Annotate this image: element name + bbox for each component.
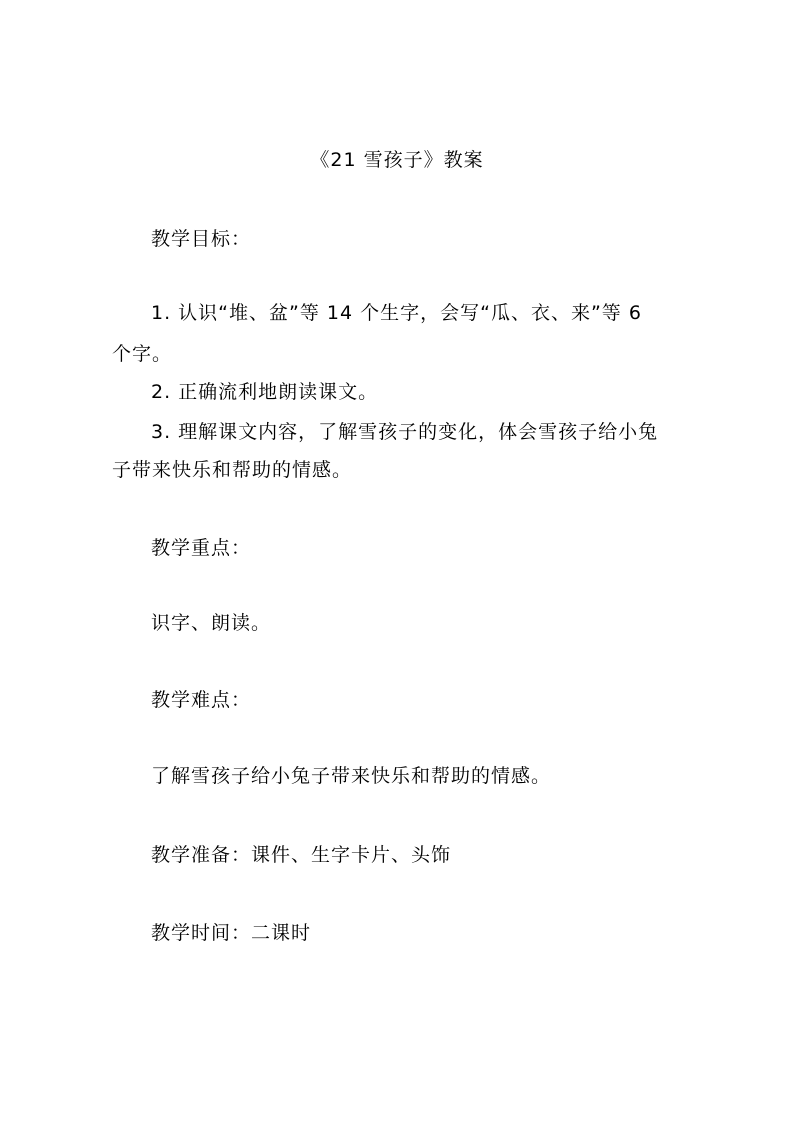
- time-text: 教学时间：二课时: [151, 922, 312, 944]
- objective-line-2: 个字。: [112, 343, 173, 365]
- difficulties-heading: 教学难点：: [151, 689, 252, 711]
- objective-line-1: 1. 认识“堆、盆”等 14 个生字，会写“瓜、衣、来”等 6: [151, 302, 642, 324]
- objective-line-5: 子带来快乐和帮助的情感。: [112, 459, 353, 481]
- key-points-heading: 教学重点：: [151, 537, 252, 559]
- document-title: 《21 雪孩子》教案: [310, 149, 484, 171]
- objective-line-4: 3. 理解课文内容，了解雪孩子的变化，体会雪孩子给小兔: [151, 421, 659, 443]
- difficulties-text: 了解雪孩子给小兔子带来快乐和帮助的情感。: [151, 765, 552, 787]
- key-points-text: 识字、朗读。: [151, 612, 272, 634]
- preparation-text: 教学准备：课件、生字卡片、头饰: [151, 844, 452, 866]
- objective-line-3: 2. 正确流利地朗读课文。: [151, 381, 379, 403]
- objectives-heading: 教学目标：: [151, 228, 252, 250]
